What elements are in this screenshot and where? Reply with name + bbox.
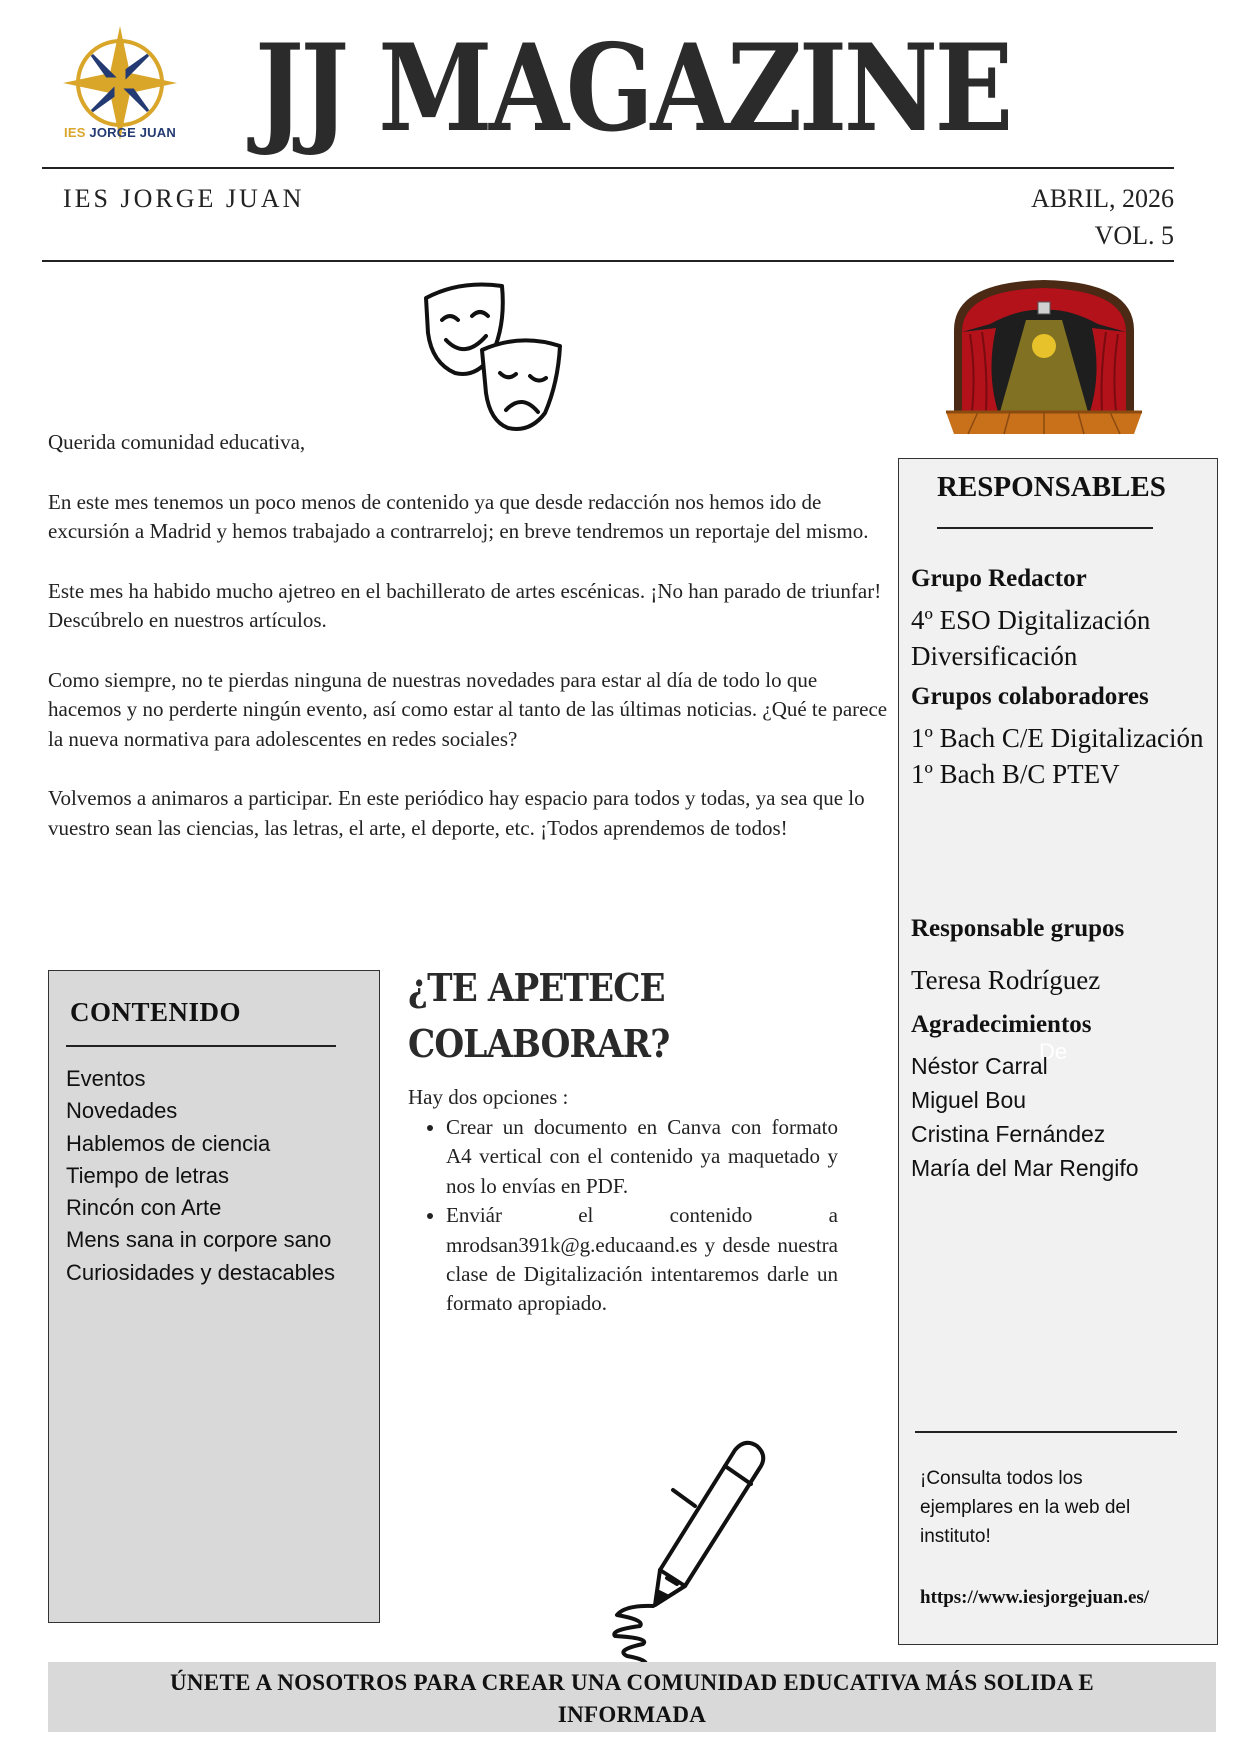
- sidebar-divider-bottom: [915, 1431, 1177, 1433]
- contents-item: Eventos: [66, 1066, 146, 1091]
- contents-item: Curiosidades y destacables: [66, 1259, 336, 1285]
- footer-line: INFORMADA: [557, 1702, 707, 1727]
- collaborate-option: • Crear un documento en Canva con formato A4 vertical con el contenido ya maquetado y nos lo envías en PDF.: [446, 1113, 838, 1201]
- thanks-heading: Agradecimientos: [911, 1011, 1092, 1038]
- logo-text-name: JORGE JUAN: [89, 125, 176, 140]
- thanks-name: Cristina Fernández: [911, 1121, 1106, 1147]
- collaborate-options-list: [408, 1113, 838, 1319]
- contents-item: Mens sana in corpore sano: [66, 1227, 332, 1253]
- contents-item: Hablemos de ciencia: [66, 1130, 271, 1156]
- thanks-name: Néstor Carral: [911, 1053, 1048, 1079]
- letter-paragraph: Este mes ha habido mucho ajetreo en el bachillerato de artes escénicas. ¡No han parado de triunfar! Descúbrelo en nuestros artículos.: [48, 578, 882, 632]
- contents-list: [66, 1063, 335, 1289]
- editorial-letter: [48, 428, 888, 873]
- sidebar-divider: [937, 527, 1153, 529]
- contents-divider: [66, 1045, 336, 1047]
- consult-note: ¡Consulta todos los ejemplares en la web del instituto!: [920, 1468, 1131, 1547]
- sidebar-title: RESPONSABLES: [937, 471, 1166, 503]
- theater-stage-icon: [938, 272, 1150, 444]
- letter-paragraph: Volvemos a animaros a participar. En este periódico hay espacio para todos y todas, ya sea que lo vuestro sean las ciencias, las letras, el arte, el deporte, etc. ¡Todos aprendemos de todos!: [48, 786, 865, 840]
- collaborate-option: • Enviár el contenido a mrodsan391k@g.educaand.es y desde nuestra clase de Digitalización intentaremos darle un formato apropiado.: [446, 1201, 838, 1319]
- manager-heading: Responsable grupos: [911, 915, 1125, 942]
- letter-greeting: Querida comunidad educativa,: [48, 430, 306, 454]
- header-divider-top: [42, 167, 1174, 169]
- contents-item: Rincón con Arte: [66, 1195, 222, 1221]
- logo-wordmark: [55, 125, 185, 140]
- responsables-sidebar: [898, 458, 1218, 1645]
- header-divider-bottom: [42, 260, 1174, 262]
- collaborate-intro: Hay dos opciones :: [408, 1085, 569, 1109]
- collaborate-heading-line1: ¿TE APETECE: [408, 965, 665, 1010]
- redactor-group: Diversificación: [911, 641, 1078, 671]
- contents-title: CONTENIDO: [70, 997, 242, 1027]
- collaborators-heading: Grupos colaboradores: [911, 683, 1149, 710]
- pencil-drawing-icon: [605, 1430, 775, 1670]
- footer-banner: [48, 1662, 1216, 1732]
- website-link[interactable]: https://www.iesjorgejuan.es/: [920, 1587, 1150, 1608]
- manager-name: Teresa Rodríguez: [911, 965, 1101, 995]
- collaborate-heading-line2: COLABORAR?: [408, 1021, 670, 1066]
- letter-paragraph: En este mes tenemos un poco menos de contenido ya que desde redacción nos hemos ido de excursión a Madrid y hemos trabajado a contrarreloj; en breve tendremos un reportaje del mismo.: [48, 489, 869, 543]
- school-name: IES JORGE JUAN: [63, 184, 305, 213]
- issue-volume: VOL. 5: [1094, 221, 1174, 250]
- magazine-masthead: JJ MAGAZINE: [255, 18, 1010, 159]
- collaborator-group: 1º Bach B/C PTEV: [911, 759, 1120, 789]
- collaborate-heading: [408, 960, 786, 1072]
- logo-text-ies: IES: [64, 125, 86, 140]
- contents-box: [48, 970, 380, 1623]
- contents-item: Tiempo de letras: [66, 1162, 230, 1188]
- footer-line: ÚNETE A NOSOTROS PARA CREAR UNA COMUNIDAD EDUCATIVA MÁS SOLIDA E: [169, 1670, 1094, 1695]
- redactor-heading: Grupo Redactor: [911, 565, 1087, 592]
- redactor-group: 4º ESO Digitalización: [911, 605, 1151, 635]
- thanks-name: María del Mar Rengifo: [911, 1155, 1139, 1181]
- issue-date: ABRIL, 2026: [1031, 184, 1174, 213]
- contents-item: Novedades: [66, 1098, 178, 1124]
- letter-paragraph: Como siempre, no te pierdas ninguna de nuestras novedades para estar al día de todo lo que hacemos y no perderte ningún evento, así como estar al tanto de las últimas noticias. ¿Qué te parece la nueva normativa para adolescentes en redes sociales?: [48, 667, 888, 751]
- thanks-name: Miguel Bou: [911, 1087, 1027, 1113]
- collaborator-group: 1º Bach C/E Digitalización: [911, 723, 1204, 753]
- faint-overlay-text: De: [1039, 1039, 1068, 1064]
